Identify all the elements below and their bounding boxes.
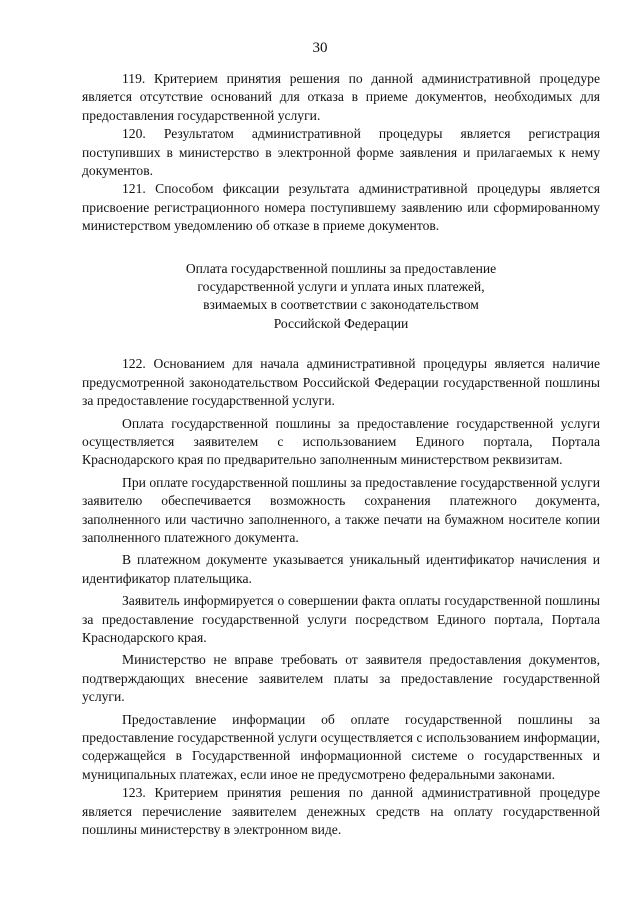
document-body	[82, 70, 600, 839]
page-number: 30	[312, 40, 328, 56]
heading-line: взимаемых в соответствии с законодательством	[203, 297, 479, 313]
paragraph-121: 121. Способом фиксации результата административной процедуры является присвоение регистрационного номера поступившему заявлению или сформированному министерством уведомлению об отказе в приеме документов.	[82, 181, 600, 234]
paragraph-122: 122. Основанием для начала административной процедуры является наличие предусмотренной законодательством Российской Федерации государственной пошлины за предоставление государственной услуги.	[82, 356, 600, 409]
paragraph-notification: Заявитель информируется о совершении факта оплаты государственной пошлины за предоставление государственной услуги посредством Единого портала, Портала Краснодарского края.	[82, 593, 600, 645]
paragraph-ministry-restriction: Министерство не вправе требовать от заявителя предоставления документов, подтверждающих внесение заявителем платы за предоставление государственной услуги.	[82, 652, 600, 705]
paragraph-identifier: В платежном документе указывается уникальный идентификатор начисления и идентификатор плательщика.	[82, 552, 600, 586]
paragraph-payment: Оплата государственной пошлины за предоставление государственной услуги осуществляется заявителем с использованием Единого портала, Портала Краснодарского края по предварительно заполненным министерством реквизитам.	[82, 415, 600, 468]
paragraph-119: 119. Критерием принятия решения по данной административной процедуре является отсутствие оснований для отказа в приеме документов, необходимых для предоставления государственной услуги.	[82, 71, 600, 123]
heading-line: Оплата государственной пошлины за предоставление	[185, 260, 497, 276]
paragraph-120: 120. Результатом административной процедуры является регистрация поступивших в министерство в электронной форме заявления и прилагаемых к нему документов.	[82, 126, 600, 179]
section-heading	[82, 260, 600, 334]
paragraph-payment-document: При оплате государственной пошлины за предоставление государственной услуги заявителю обеспечивается возможность сохранения платежного документа, заполненного или частично заполненного, а также печати на бумажном носителе копии заполненного платежного документа.	[82, 474, 600, 545]
heading-line: Российской Федерации	[273, 315, 409, 331]
heading-line: государственной услуги и уплата иных платежей,	[197, 279, 485, 295]
paragraph-payment-info: Предоставление информации об оплате государственной пошлины за предоставление государственной услуги осуществляется с использованием информации, содержащейся в Государственной информационной системе о государственных и муниципальных платежах, если иное не предусмотрено федеральными законами.	[82, 711, 600, 782]
paragraph-123: 123. Критерием принятия решения по данной административной процедуре является перечисление заявителем денежных средств на оплату государственной пошлины министерству в электронном виде.	[82, 785, 600, 838]
